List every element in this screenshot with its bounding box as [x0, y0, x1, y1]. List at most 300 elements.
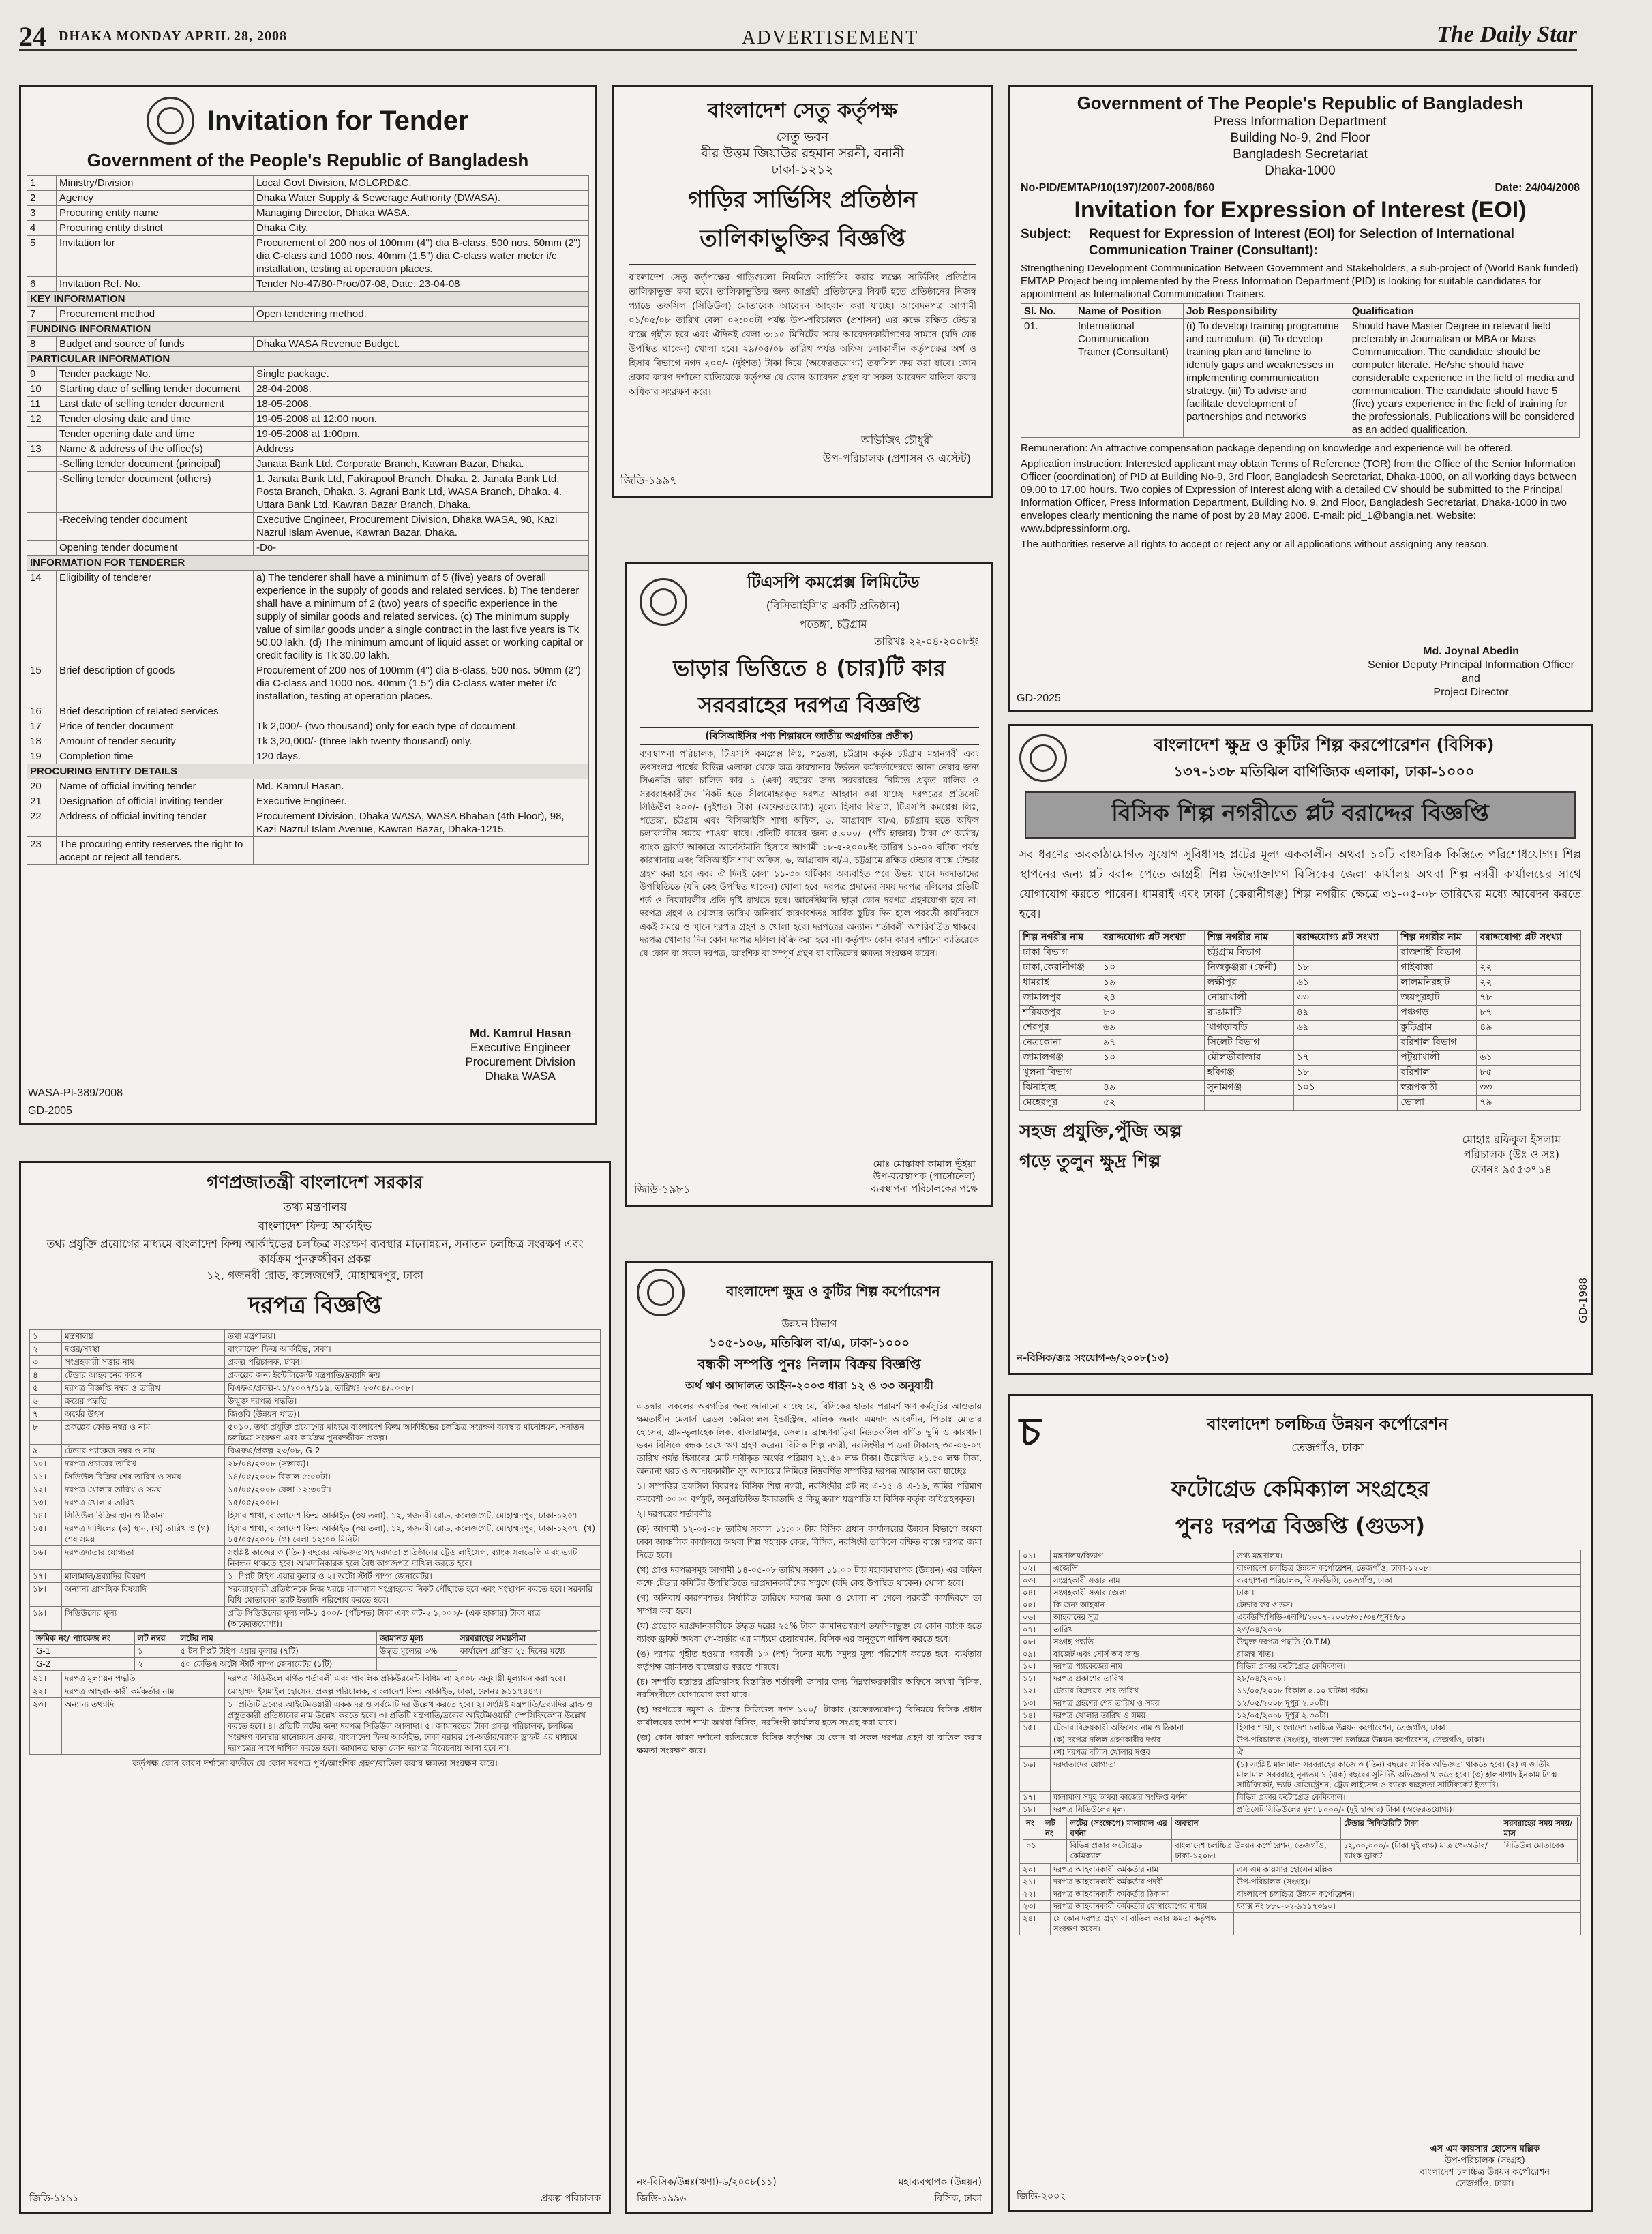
table-row	[1020, 991, 1581, 1006]
table-row	[27, 837, 589, 865]
table-cell: Procuring entity name	[57, 206, 254, 221]
film-table	[29, 1329, 601, 1755]
auction-clause: (জ) কোন কারণ দর্শানো ব্যতিরেকে বিসিক কর্তৃপক্ষ যে কোন বা সকল দরপত্র গ্রহণ বা বাতিল করার ক্ষমতা সংরক্ষণ করে।	[637, 1732, 982, 1755]
table-cell: 21	[27, 794, 57, 809]
table-cell: ০১।	[1020, 1550, 1051, 1563]
table-row	[30, 1408, 601, 1421]
table-cell: ৫২	[1100, 1096, 1205, 1111]
table-cell: ফ্যাক্স নং ৮৮০-০২-৯১১৭৩৯০।	[1234, 1901, 1581, 1913]
table-row	[1020, 1612, 1581, 1624]
table-cell: ১৯।	[30, 1607, 62, 1631]
bscic-plot-table	[1019, 930, 1581, 1111]
film-ref: জিডি-১৯৯১	[29, 2193, 79, 2204]
table-cell: Invitation for	[57, 236, 254, 277]
auction-clause: ১। সম্পত্তির তফসিল বিবরণঃ বিসিক শিল্প নগরী, নরসিংদীর প্লট নং এ-১৫ ও এ-১৬, জমির পরিমাণ কমবেশী ৩০০০ বর্গফুট, অনুপ্রতিষ্ঠিত ইমারতাদি ও কিছু ক্র্যাপ যন্ত্রপাতি যা বিসিক কর্তৃক অধিগ্রহণকৃত।	[637, 1481, 982, 1504]
fdc-title1: ফটোগ্রেড কেমিক্যাল সংগ্রহের	[1171, 1476, 1430, 1502]
table-cell: ০৭।	[1020, 1624, 1051, 1636]
table-cell	[27, 427, 57, 442]
table-row	[30, 1369, 601, 1382]
wasa-ref: WASA-PI-389/2008	[28, 1087, 123, 1099]
table-cell: লক্ষীপুর	[1204, 976, 1293, 991]
table-cell	[1020, 1747, 1051, 1759]
table-cell: সিলেট বিভাগ	[1204, 1036, 1293, 1051]
table-cell: 14	[27, 571, 57, 663]
table-cell: Tender opening date and time	[57, 427, 254, 442]
section-header-row	[27, 292, 589, 307]
table-cell: শরিয়তপুর	[1020, 1006, 1100, 1021]
setu-addr2: বীর উত্তম জিয়াউর রহমান সরনী, বনানী	[701, 146, 904, 161]
table-row	[1020, 1636, 1581, 1648]
table-cell: ২৪।	[1020, 1913, 1051, 1935]
table-cell: G-1	[33, 1645, 135, 1658]
table-cell: চট্টগ্রাম বিভাগ	[1204, 946, 1293, 961]
table-cell: মৌলভীবাজার	[1204, 1051, 1293, 1066]
table-cell: Brief description of goods	[57, 663, 254, 704]
table-cell: তথ্য মন্ত্রণালয়।	[1234, 1550, 1581, 1563]
table-cell: উদ্ধৃত মূল্যের ৩%	[376, 1645, 457, 1658]
table-cell: গাইবান্ধা	[1398, 961, 1477, 976]
fdc-addr: তেজগাঁও, ঢাকা	[1291, 1440, 1364, 1455]
table-cell: Name of official inviting tender	[57, 779, 254, 794]
table-cell: তারিখ	[1051, 1624, 1234, 1636]
table-cell: জামালপুর	[1020, 991, 1100, 1006]
section-header: PROCURING ENTITY DETAILS	[27, 764, 589, 779]
auction-dept: উন্নয়ন বিভাগ	[781, 1318, 837, 1330]
table-cell: বাংলাদেশ চলচ্চিত্র উন্নয়ন কর্পোরেশন, তেজগাঁও, ঢাকা-১২০৮।	[1172, 1840, 1341, 1862]
table-row	[30, 1421, 601, 1445]
film-addr: ১২, গজনবী রোড, কলেজগেট, মোহাম্মদপুর, ঢাকা	[206, 1269, 424, 1282]
table-cell: জিওবি (উন্নয়ন খাত)।	[225, 1408, 601, 1421]
tsp-date: তারিখঃ ২২-০৪-২০০৮ইং	[874, 635, 979, 648]
table-cell: ১০	[1100, 961, 1205, 976]
table-cell: 15	[27, 663, 57, 704]
auction-clause: (ঙ) দরপত্র গৃহীত হওয়ার পরবর্তী ১০ (দশ) দিনের মধ্যে সমুদয় মূল্য পরিশোধ করতে হবে। ব্যর্থতায় কর্তৃপক্ষ জামানত বাজেয়াপ্ত করতে পারবে।	[637, 1648, 982, 1672]
table-cell: ৬।	[30, 1395, 62, 1408]
table-cell: ২২।	[1020, 1888, 1051, 1901]
table-cell: ২	[135, 1658, 177, 1671]
table-cell	[1100, 946, 1205, 961]
table-cell: ২১।	[1020, 1876, 1051, 1888]
table-cell: 4	[27, 221, 57, 236]
table-row	[1023, 1840, 1578, 1862]
table-cell: a) The tenderer shall have a minimum of 5 (five) years of overall experience in the supply of goods and related services. b) The tenderer shall have a minimum of 2 (two) years of specific experience in the supply of similar goods and related services. (c) The minimum supply value of similar goods under a single contract in the last five years is Tk 50.00 lakh. (d) The minimum amount of liquid asset or working capital or credit facility is Tk 30.00 lakh.	[254, 571, 589, 663]
auction-items	[637, 1479, 982, 1757]
table-cell: ব্যবস্থাপনা পরিচালক, বিএফডিসি, তেজগাঁও, ঢাকা।	[1234, 1575, 1581, 1587]
table-cell: কুড়িগ্রাম	[1398, 1021, 1477, 1036]
table-cell: ৬১	[1293, 976, 1398, 991]
section-header: FUNDING INFORMATION	[27, 322, 589, 337]
table-cell: ৭৮	[1477, 991, 1581, 1006]
table-row	[27, 457, 589, 472]
table-cell: Brief description of related services	[57, 704, 254, 719]
table-row	[30, 1672, 601, 1685]
table-row	[27, 221, 589, 236]
tsp-ad	[625, 562, 993, 1207]
bscic-slogan1: সহজ প্রযুক্তি,পুঁজি অল্প	[1019, 1121, 1182, 1142]
fdc-signature: এস এম কায়সার হোসেন মল্লিক উপ-পরিচালক (সংগ্রহ) বাংলাদেশ চলচ্চিত্র উন্নয়ন কর্পোরেশন তেজগাঁও, ঢাকা।	[1420, 2144, 1550, 2189]
table-cell: বিভিন্ন প্রকার ফটোগ্রেড কেমিক্যাল।	[1234, 1792, 1581, 1804]
table-cell: লট নম্বর	[135, 1632, 177, 1645]
table-row	[27, 749, 589, 764]
table-cell: -Do-	[254, 541, 589, 556]
table-row	[27, 191, 589, 206]
table-cell: স্বরূপকাঠী	[1398, 1081, 1477, 1096]
table-cell: Address of official inviting tender	[57, 809, 254, 837]
table-cell: ১৩।	[30, 1496, 62, 1509]
table-cell: দরপত্র মূল্যায়ন পদ্ধতি	[62, 1672, 225, 1685]
table-cell: জয়পুরহাট	[1398, 991, 1477, 1006]
table-cell: অবস্থান	[1172, 1817, 1341, 1840]
table-cell: যে কোন দরপত্র গ্রহণ বা বাতিল করার ক্ষমতা কর্তৃপক্ষ সংরক্ষণ করেন।	[1051, 1913, 1234, 1935]
table-cell: 120 days.	[254, 749, 589, 764]
bscic-addr: ১৩৭-১৩৮ মতিঝিল বাণিজ্যিক এলাকা, ঢাকা-১০০০	[1173, 764, 1475, 780]
table-cell: সিডিউল বিক্রির শেষ তারিখ ও সময়	[62, 1470, 225, 1483]
table-cell: Budget and source of funds	[57, 337, 254, 352]
table-row	[1020, 961, 1581, 976]
table-row	[27, 663, 589, 704]
setu-org: বাংলাদেশ সেতু কর্তৃপক্ষ	[707, 99, 898, 123]
table-cell: 22	[27, 809, 57, 837]
table-cell: Tk 3,20,000/- (three lakh twenty thousand) only.	[254, 734, 589, 749]
table-cell: Single package.	[254, 367, 589, 382]
table-row	[1020, 1901, 1581, 1913]
table-cell: ২৩/০৪/২০০৮	[1234, 1624, 1581, 1636]
table-row	[30, 1546, 601, 1570]
table-cell: ০৩।	[1020, 1575, 1051, 1587]
table-cell: 7	[27, 307, 57, 322]
table-cell: ভোলা	[1398, 1096, 1477, 1111]
table-row	[1020, 1081, 1581, 1096]
table-row	[1020, 1563, 1581, 1575]
table-cell: প্রতিসেট সিডিউলের মূল্য ৮০০০/- (দুই হাজার) টাকা (অফেরতযোগ্য)।	[1234, 1804, 1581, 1816]
table-row	[1020, 1747, 1581, 1759]
wasa-tender-table	[27, 175, 589, 865]
table-cell: বাংলাদেশ চলচ্চিত্র উন্নয়ন কর্পোরেশন।	[1234, 1888, 1581, 1901]
table-cell: প্রকল্প পরিচালক, ঢাকা।	[225, 1356, 601, 1369]
table-row	[27, 382, 589, 397]
table-row	[30, 1583, 601, 1607]
table-cell: এজেন্সি	[1051, 1563, 1234, 1575]
table-row	[27, 277, 589, 292]
table-cell: ১৪।	[1020, 1710, 1051, 1722]
setu-signature: অভিজিৎ চৌধুরী উপ-পরিচালক (প্রশাসন ও এস্টেট)	[822, 434, 971, 465]
table-cell: বাংলাদেশ ফিল্ম আর্কাইভ, ঢাকা।	[225, 1343, 601, 1356]
tsp-logo-icon	[640, 578, 687, 626]
table-row	[27, 307, 589, 322]
table-cell: সিডিউলের মূল্য	[62, 1607, 225, 1631]
table-row	[30, 1445, 601, 1458]
section-title: ADVERTISEMENT	[742, 27, 919, 48]
table-cell: অর্থের উৎস	[62, 1408, 225, 1421]
table-row	[1020, 1624, 1581, 1636]
table-cell: সংগ্রহকারী সত্তার জেলা	[1051, 1587, 1234, 1599]
table-cell	[27, 457, 57, 472]
table-cell: কি জন্য আহবান	[1051, 1599, 1234, 1612]
lot-block	[30, 1631, 601, 1672]
table-row	[1020, 1051, 1581, 1066]
table-cell: দরপত্র আহবানকারী কর্মকর্তার ঠিকানা	[1051, 1888, 1234, 1901]
tsp-ref: জিডি-১৯৮১	[634, 1183, 691, 1196]
table-cell: Dhaka Water Supply & Sewerage Authority (DWASA).	[254, 191, 589, 206]
table-row	[1020, 1036, 1581, 1051]
eoi-signature: Md. Joynal Abedin Senior Deputy Principal Information Officer and Project Director	[1368, 646, 1574, 698]
table-cell: ১৭।	[1020, 1792, 1051, 1804]
table-cell: সরবরাহকারী প্রতিষ্ঠানকে নিজ খরচে মালামাল সংগ্রাহকের নিকট পৌঁছাতে হবে এবং সংস্থাপন করতে হবে। সরকারি বিধি মোতাবেক ভ্যাট ইত্যাদি পরিশোধ করতে হবে।	[225, 1583, 601, 1607]
table-row	[27, 541, 589, 556]
table-cell: ২৩।	[30, 1698, 62, 1755]
table-cell: বরাদ্দযোগ্য প্লট সংখ্যা	[1293, 931, 1398, 946]
table-cell: এফডিসি/পিডি-এলপি/২০০৭-২০০৮/৩১/৩৪/পুনঃ/৮১	[1234, 1612, 1581, 1624]
table-row	[1020, 976, 1581, 991]
eoi-intro: Strengthening Development Communication Between Government and Stakeholders, a sub-project of (World Bank funded) EMTAP Project being implemented by the Press Information Department (PID) is looking for suitable candidates for appointment as International Communication Trainers.	[1021, 262, 1578, 300]
table-cell: সংগ্রহকারী সত্তার নাম	[62, 1356, 225, 1369]
table-cell: 2	[27, 191, 57, 206]
table-cell: দরপত্র বিজ্ঞপ্তি নম্বর ও তারিখ	[62, 1382, 225, 1395]
table-cell: 16	[27, 704, 57, 719]
table-cell: উন্মুক্ত দরপত্র পদ্ধতি (O.T.M)	[1234, 1636, 1581, 1648]
table-cell: ৪৯	[1477, 1021, 1581, 1036]
film-designation: প্রকল্প পরিচালক	[541, 2193, 601, 2204]
table-cell: Procurement method	[57, 307, 254, 322]
table-cell: Designation of official inviting tender	[57, 794, 254, 809]
auction-clause: ২। দরপত্রের শর্তাবলীঃ	[637, 1509, 712, 1519]
table-cell: দরপত্র প্রকাশের তারিখ	[1051, 1673, 1234, 1685]
wasa-logo-icon	[147, 97, 194, 145]
bscic-plot-title: বিসিক শিল্প নগরীতে প্লট বরাদ্দের বিজ্ঞপ্তি	[1025, 791, 1576, 839]
table-cell: সরবরাহের সময় সময়/মাস	[1501, 1817, 1577, 1840]
table-cell: ৩৩	[1293, 991, 1398, 1006]
table-cell: ১২।	[1020, 1685, 1051, 1697]
film-ministry: তথ্য মন্ত্রণালয়	[283, 1201, 347, 1214]
table-cell: ধামরাই	[1020, 976, 1100, 991]
table-cell: লট নং	[1042, 1817, 1067, 1840]
table-cell: কার্যাদেশ প্রাপ্তির ২১ দিনের মধ্যে	[457, 1645, 597, 1658]
table-cell: 18-05-2008.	[254, 397, 589, 412]
eoi-table: Sl. No. Name of Position Job Responsibility Qualification 01. International Communication Trainer (Consultant) (i) To develop training programme and curriculum. (ii) To develop training plan and timeline to identify gaps and weaknesses in implementing communication strategy. (iii) To advise and facilitate development of partnerships and networks Should have Master Degree in relevant field preferably in Journalism or MBA or Mass Communication. The candidate should be computer literate. He/she should have considerable experience in the field of media and communication. The candidate should have 5 (five) years experience in the field of training for the professionals. Publications will be considered as an added qualification.	[1021, 303, 1580, 438]
table-cell: 19	[27, 749, 57, 764]
table-row	[27, 734, 589, 749]
table-cell: ৪।	[30, 1369, 62, 1382]
table-cell: 6	[27, 277, 57, 292]
lot-cell	[30, 1631, 601, 1672]
table-cell: ৮৭	[1477, 1006, 1581, 1021]
table-cell: Invitation Ref. No.	[57, 277, 254, 292]
table-cell: ১৮।	[30, 1583, 62, 1607]
eoi-gd: GD-2025	[1017, 693, 1061, 704]
table-cell: বরাদ্দযোগ্য প্লট সংখ্যা	[1477, 931, 1581, 946]
bscic-slogan2: গড়ে তুলুন ক্ষুদ্র শিল্প	[1019, 1151, 1161, 1172]
eoi-application: Application instruction: Interested applicant may obtain Terms of Reference (TOR) from the Office of the Senior Information Officer (coordination) of PID at Building No-9, 3rd Floor, Bangladesh Secretariat, Dhaka-1000, on all working days between 09.00 to 17.00 hours. Two copies of Expression of Interest along with a detailed CV should be submitted to the Principal Information Officer, Press Information Department, Building No. 9, 2nd Floor, Bangladesh Secretariat, Dhaka-1000 in two envelopes clearly mentioning the name of post by 28 May 2008. E-mail: pid_1@bangla.net, Website: www.bdpressinform.org.	[1021, 458, 1577, 534]
table-cell: দরপত্র সিডিউলে বর্ণিত শর্তাবলী এবং পাবলিক প্রকিউরমেন্ট বিধিমালা ২০০৮ অনুযায়ী মূল্যায়ন করা হবে।	[225, 1672, 601, 1685]
table-cell: জামানত মূল্য	[376, 1632, 457, 1645]
table-cell: ১২।	[30, 1483, 62, 1496]
table-cell: রাজশাহী বিভাগ	[1398, 946, 1477, 961]
table-row	[1020, 1734, 1581, 1747]
table-row	[30, 1685, 601, 1698]
table-cell: ১০।	[30, 1458, 62, 1470]
table-cell: -Selling tender document (others)	[57, 472, 254, 513]
table-cell: ৩।	[30, 1356, 62, 1369]
table-row	[30, 1522, 601, 1546]
table-cell: টেন্ডার আহবানের কারণ	[62, 1369, 225, 1382]
table-cell: ২২	[1477, 961, 1581, 976]
table-cell: ২৮/০৪/২০০৮।	[1234, 1673, 1581, 1685]
table-row	[30, 1458, 601, 1470]
auction-signer: মহাব্যবস্থাপক (উন্নয়ন)	[898, 2177, 982, 2188]
table-cell: লটের নাম	[177, 1632, 376, 1645]
bscic-plot-gd: GD-1988	[1577, 1278, 1589, 1323]
table-cell: 28-04-2008.	[254, 382, 589, 397]
fdc-org: বাংলাদেশ চলচ্চিত্র উন্নয়ন কর্পোরেশন	[1207, 1414, 1448, 1434]
table-cell: ০৯।	[1020, 1648, 1051, 1661]
table-row	[27, 794, 589, 809]
bscic-auction-logo-icon	[637, 1269, 685, 1316]
table-row	[27, 704, 589, 719]
table-row	[30, 1470, 601, 1483]
table-cell	[1042, 1840, 1067, 1862]
fdc-ref: জিডি-২০০২	[1017, 2191, 1066, 2202]
table-cell: Dhaka WASA Revenue Budget.	[254, 337, 589, 352]
fdc-table	[1019, 1550, 1581, 1935]
eoi-gov: Government of The People's Republic of Bangladesh	[1077, 93, 1524, 113]
table-cell: Agency	[57, 191, 254, 206]
table-cell: দরপত্র প্রচারের তারিখ	[62, 1458, 225, 1470]
table-cell	[1293, 946, 1398, 961]
table-cell: শিল্প নগরীর নাম	[1204, 931, 1293, 946]
table-cell: 9	[27, 367, 57, 382]
auction-ref-no: নং-বিসিক/উন্নঃ(ঋণা)-৬/২০০৮(১১)	[637, 2177, 777, 2188]
table-row	[1020, 1550, 1581, 1563]
eoi-rights: The authorities reserve all rights to accept or reject any or all applications without assigning any reason.	[1021, 539, 1490, 550]
table-cell	[1293, 1096, 1398, 1111]
table-cell: -Selling tender document (principal)	[57, 457, 254, 472]
table-cell: ২২	[1477, 976, 1581, 991]
table-cell	[1020, 1734, 1051, 1747]
bscic-logo-icon	[1019, 734, 1067, 782]
table-cell: 20	[27, 779, 57, 794]
table-cell: হিসাব শাখা, বাংলাদেশ চলচ্চিত্র উন্নয়ন কর্পোরেশন, তেজগাঁও, ঢাকা।	[1234, 1722, 1581, 1734]
table-cell: শেরপুর	[1020, 1021, 1100, 1036]
table-cell: ঢাকা,কেরানীগঞ্জ	[1020, 961, 1100, 976]
table-cell: প্রতি সিডিউলের মূল্য লট-১ ৫০০/- (পাঁচশত) টাকা এবং লট-২ ১,০০০/- (এক হাজার) টাকা মাত্র (অফেরতযোগ্য)।	[225, 1607, 601, 1631]
table-cell: Amount of tender security	[57, 734, 254, 749]
table-cell: হবিগঞ্জ	[1204, 1066, 1293, 1081]
table-cell: 1. Janata Bank Ltd, Fakirapool Branch, Dhaka. 2. Janata Bank Ltd, Posta Branch, Dhaka. 3. Agrani Bank Ltd, WASA Branch, Dhaka. 4. Uttara Bank Ltd, Kawran Bazar Branch, Dhaka.	[254, 472, 589, 513]
table-row	[30, 1570, 601, 1583]
table-row	[1020, 1066, 1581, 1081]
table-cell: মেহেরপুর	[1020, 1096, 1100, 1111]
table-cell: ১৭	[1293, 1051, 1398, 1066]
table-cell	[1477, 1036, 1581, 1051]
table-cell: সরবরাহের সময়সীমা	[457, 1632, 597, 1645]
wasa-gd: GD-2005	[28, 1105, 72, 1117]
table-cell: Tk 2,000/- (two thousand) only for each type of document.	[254, 719, 589, 734]
table-row	[1020, 1599, 1581, 1612]
tsp-signature: মোঃ মোস্তাফা কামাল ভূঁইয়া উপ-ব্যবস্থাপক (পার্সোনেল) ব্যবস্থাপনা পরিচালকের পক্ষে	[871, 1159, 978, 1194]
eoi-date: Date: 24/04/2008	[1495, 182, 1580, 194]
table-cell: ১৭।	[30, 1570, 62, 1583]
section-header: PARTICULAR INFORMATION	[27, 352, 589, 367]
eoi-dept: Press Information Department Building No-9, 2nd Floor Bangladesh Secretariat Dhaka-1000	[1214, 115, 1387, 178]
table-row	[27, 176, 589, 191]
lot-cell	[1020, 1816, 1581, 1864]
table-row	[1020, 1722, 1581, 1734]
auction-clause: (ঘ) প্রত্যেক দরপ্রদানকারীকে উদ্ধৃত দরের ২৫% টাকা জামানতস্বরূপ তফসিলভুক্ত যে কোন ব্যাংক হতে ব্যাংক ড্রাফট অথবা পে-অর্ডার এর মাধ্যমে চেয়ারম্যান, বিসিক এর অনুকূলে দাখিল করতে হবে।	[637, 1620, 982, 1644]
table-row	[1020, 1648, 1581, 1661]
table-cell: দরপত্র খোলার তারিখ ও সময়	[1051, 1710, 1234, 1722]
table-cell: ১৬।	[30, 1546, 62, 1570]
bscic-plot-body: সব ধরণের অবকাঠামোগত সুযোগ সুবিধাসহ প্লটের মূল্য এককালীন অথবা ১০টি বাৎসরিক কিস্তিতে পরিশোধযোগ্য। শিল্প স্থাপনের জন্য প্লট বরাদ্দ পেতে আগ্রহী শিল্প উদ্যোক্তাগণ বিসিকের জেলা কার্যালয় অথবা শিল্প নগরী কার্যালয়ের সাথে যোগাযোগ করতে পারেন। ধামরাই এবং ঢাকা (কেরানীগঞ্জ) শিল্প নগরীর ক্ষেত্রে ৩১-০৫-০৮ তারিখের মধ্যে আবেদন করতে হবে।	[1019, 848, 1581, 921]
section-header: INFORMATION FOR TENDERER	[27, 556, 589, 571]
setu-ref: জিডি-১৯৯৭	[620, 474, 677, 487]
table-cell: দরপত্র খোলার তারিখ	[62, 1496, 225, 1509]
auction-body: এতদ্বারা সকলের অবগতির জন্য জানানো যাচ্ছে যে, বিসিকের হাতার পরামর্শ ঋণ কর্মসূচির আওতায় ক্ষমতাধীন মেসার্স ব্রেডস কেমিক্যালস ইন্ডাস্ট্রিজ, মালিক জনাব এমদাদ আবেদীন, পিতাঃ মোতার হোসেন, গ্রাম-ভুলাহেকালিক, বাজারামপুর, জেলাঃ ব্রাহ্মণবাড়িয়া নিম্নতফসিল বর্ণিত ভূমি ও কারখানা ভবন বিসিকে বন্ধক রেখে ঋণ গ্রহণ করেন। বিসিক শিল্প নগরী, নরসিংদীর পাওনা টাকাসহ ৩০-০৬-০৭ তারিখ পর্যন্ত হিসাবের মোট দাবীকৃত অর্থের পরিমাণ ২১.৫০ লক্ষ টাকা। উল্লেখিত ২১.৫০ লক্ষ টাকা, অন্যান্য খরচ ও আদায়কালীন সুদ আদায়ের নিমিত্তে নিম্নবর্ণিত সম্পত্তির দরপত্র আহ্বান করা যাচ্ছেঃ	[637, 1401, 982, 1476]
table-cell: ১২/০৫/২০০৮ দুপুর ২.৩০টা।	[1234, 1710, 1581, 1722]
table-cell: ১১।	[30, 1470, 62, 1483]
table-cell: ৮০	[1100, 1006, 1205, 1021]
table-cell: ৯।	[30, 1445, 62, 1458]
table-row	[1020, 1096, 1581, 1111]
table-cell: লটের (সংক্ষেপে) মালামাল এর বর্ণনা	[1067, 1817, 1172, 1840]
auction-clause: (গ) অনিবার্য কারণবশতঃ নির্ধারিত তারিখে দরপত্র জমা ও খোলা না গেলে পরবর্তী কার্যদিবসে তা সম্পন্ন করা হবে।	[637, 1593, 982, 1616]
table-row	[30, 1330, 601, 1343]
table-cell: 12	[27, 412, 57, 427]
page-number: 24	[19, 21, 46, 52]
table-cell: 3	[27, 206, 57, 221]
table-row	[27, 571, 589, 663]
table-cell: ২০।	[1020, 1864, 1051, 1876]
table-cell: সংশ্লিষ্ট কাজের ৩ (তিন) বছরের অভিজ্ঞতাসহ দরদাতা প্রতিষ্ঠানের ট্রেড লাইসেন্স, ব্যাংক সলভেন্সি এবং ভ্যাট নিবন্ধন থাকতে হবে। আমদানিকারক হলে বৈধ কাগজপত্র দাখিল করতে হবে।	[225, 1546, 601, 1570]
table-cell: ০৫।	[1020, 1599, 1051, 1612]
table-cell: ৭৯	[1477, 1096, 1581, 1111]
table-cell: Tender closing date and time	[57, 412, 254, 427]
table-cell: প্রকল্পের জন্য ইন্টেলিজেন্ট যন্ত্রপাতি/দ্রব্যাদি ক্রয়।	[225, 1369, 601, 1382]
table-cell: ৳২,০০,০০০/- (টাকা দুই লক্ষ) মাত্র পে-অর্ডার/ব্যাংক ড্রাফট	[1341, 1840, 1501, 1862]
table-cell: এস এম কায়সার হোসেন মল্লিক	[1234, 1864, 1581, 1876]
table-cell: প্রকল্পের কোড নম্বর ও নাম	[62, 1421, 225, 1445]
table-cell: G-2	[33, 1658, 135, 1671]
section-header-row	[27, 352, 589, 367]
table-row	[1020, 946, 1581, 961]
table-cell: দরপত্র আহবানকারী কর্মকর্তার পদবী	[1051, 1876, 1234, 1888]
table-cell: সুনামগঞ্জ	[1204, 1081, 1293, 1096]
table-cell: Tender package No.	[57, 367, 254, 382]
table-cell: 19-05-2008 at 1:00pm.	[254, 427, 589, 442]
lot-table	[33, 1631, 597, 1671]
table-cell: Eligibility of tenderer	[57, 571, 254, 663]
table-cell: মন্ত্রণালয়/বিভাগ	[1051, 1550, 1234, 1563]
table-row	[1020, 1587, 1581, 1599]
table-cell: টেন্ডার সিকিউরিটি টাকা	[1341, 1817, 1501, 1840]
bscic-signature: মোহাঃ রফিকুল ইসলাম পরিচালক (উঃ ও সঃ) ফোনঃ ৯৫৫৩৭১৪	[1462, 1133, 1561, 1176]
table-cell: রাঙামাটি	[1204, 1006, 1293, 1021]
table-cell: ২৪	[1100, 991, 1205, 1006]
auction-gd: জিডি-১৯৯৬	[637, 2193, 687, 2204]
table-cell: শিল্প নগরীর নাম	[1398, 931, 1477, 946]
bscic-plot-ad	[1008, 724, 1593, 1375]
table-cell	[27, 513, 57, 541]
table-cell: 13	[27, 442, 57, 457]
film-archive-name: বাংলাদেশ ফিল্ম আর্কাইভ	[258, 1220, 372, 1233]
table-cell: Local Govt Division, MOLGRD&C.	[254, 176, 589, 191]
table-row	[1020, 1710, 1581, 1722]
table-cell: ০২।	[1020, 1563, 1051, 1575]
table-cell: দরপত্র খোলার তারিখ ও সময়	[62, 1483, 225, 1496]
setu-addr1: সেতু ভবন	[776, 130, 829, 145]
table-row	[30, 1382, 601, 1395]
table-cell: ১৫।	[30, 1522, 62, 1546]
table-cell: ০১।	[1023, 1840, 1042, 1862]
